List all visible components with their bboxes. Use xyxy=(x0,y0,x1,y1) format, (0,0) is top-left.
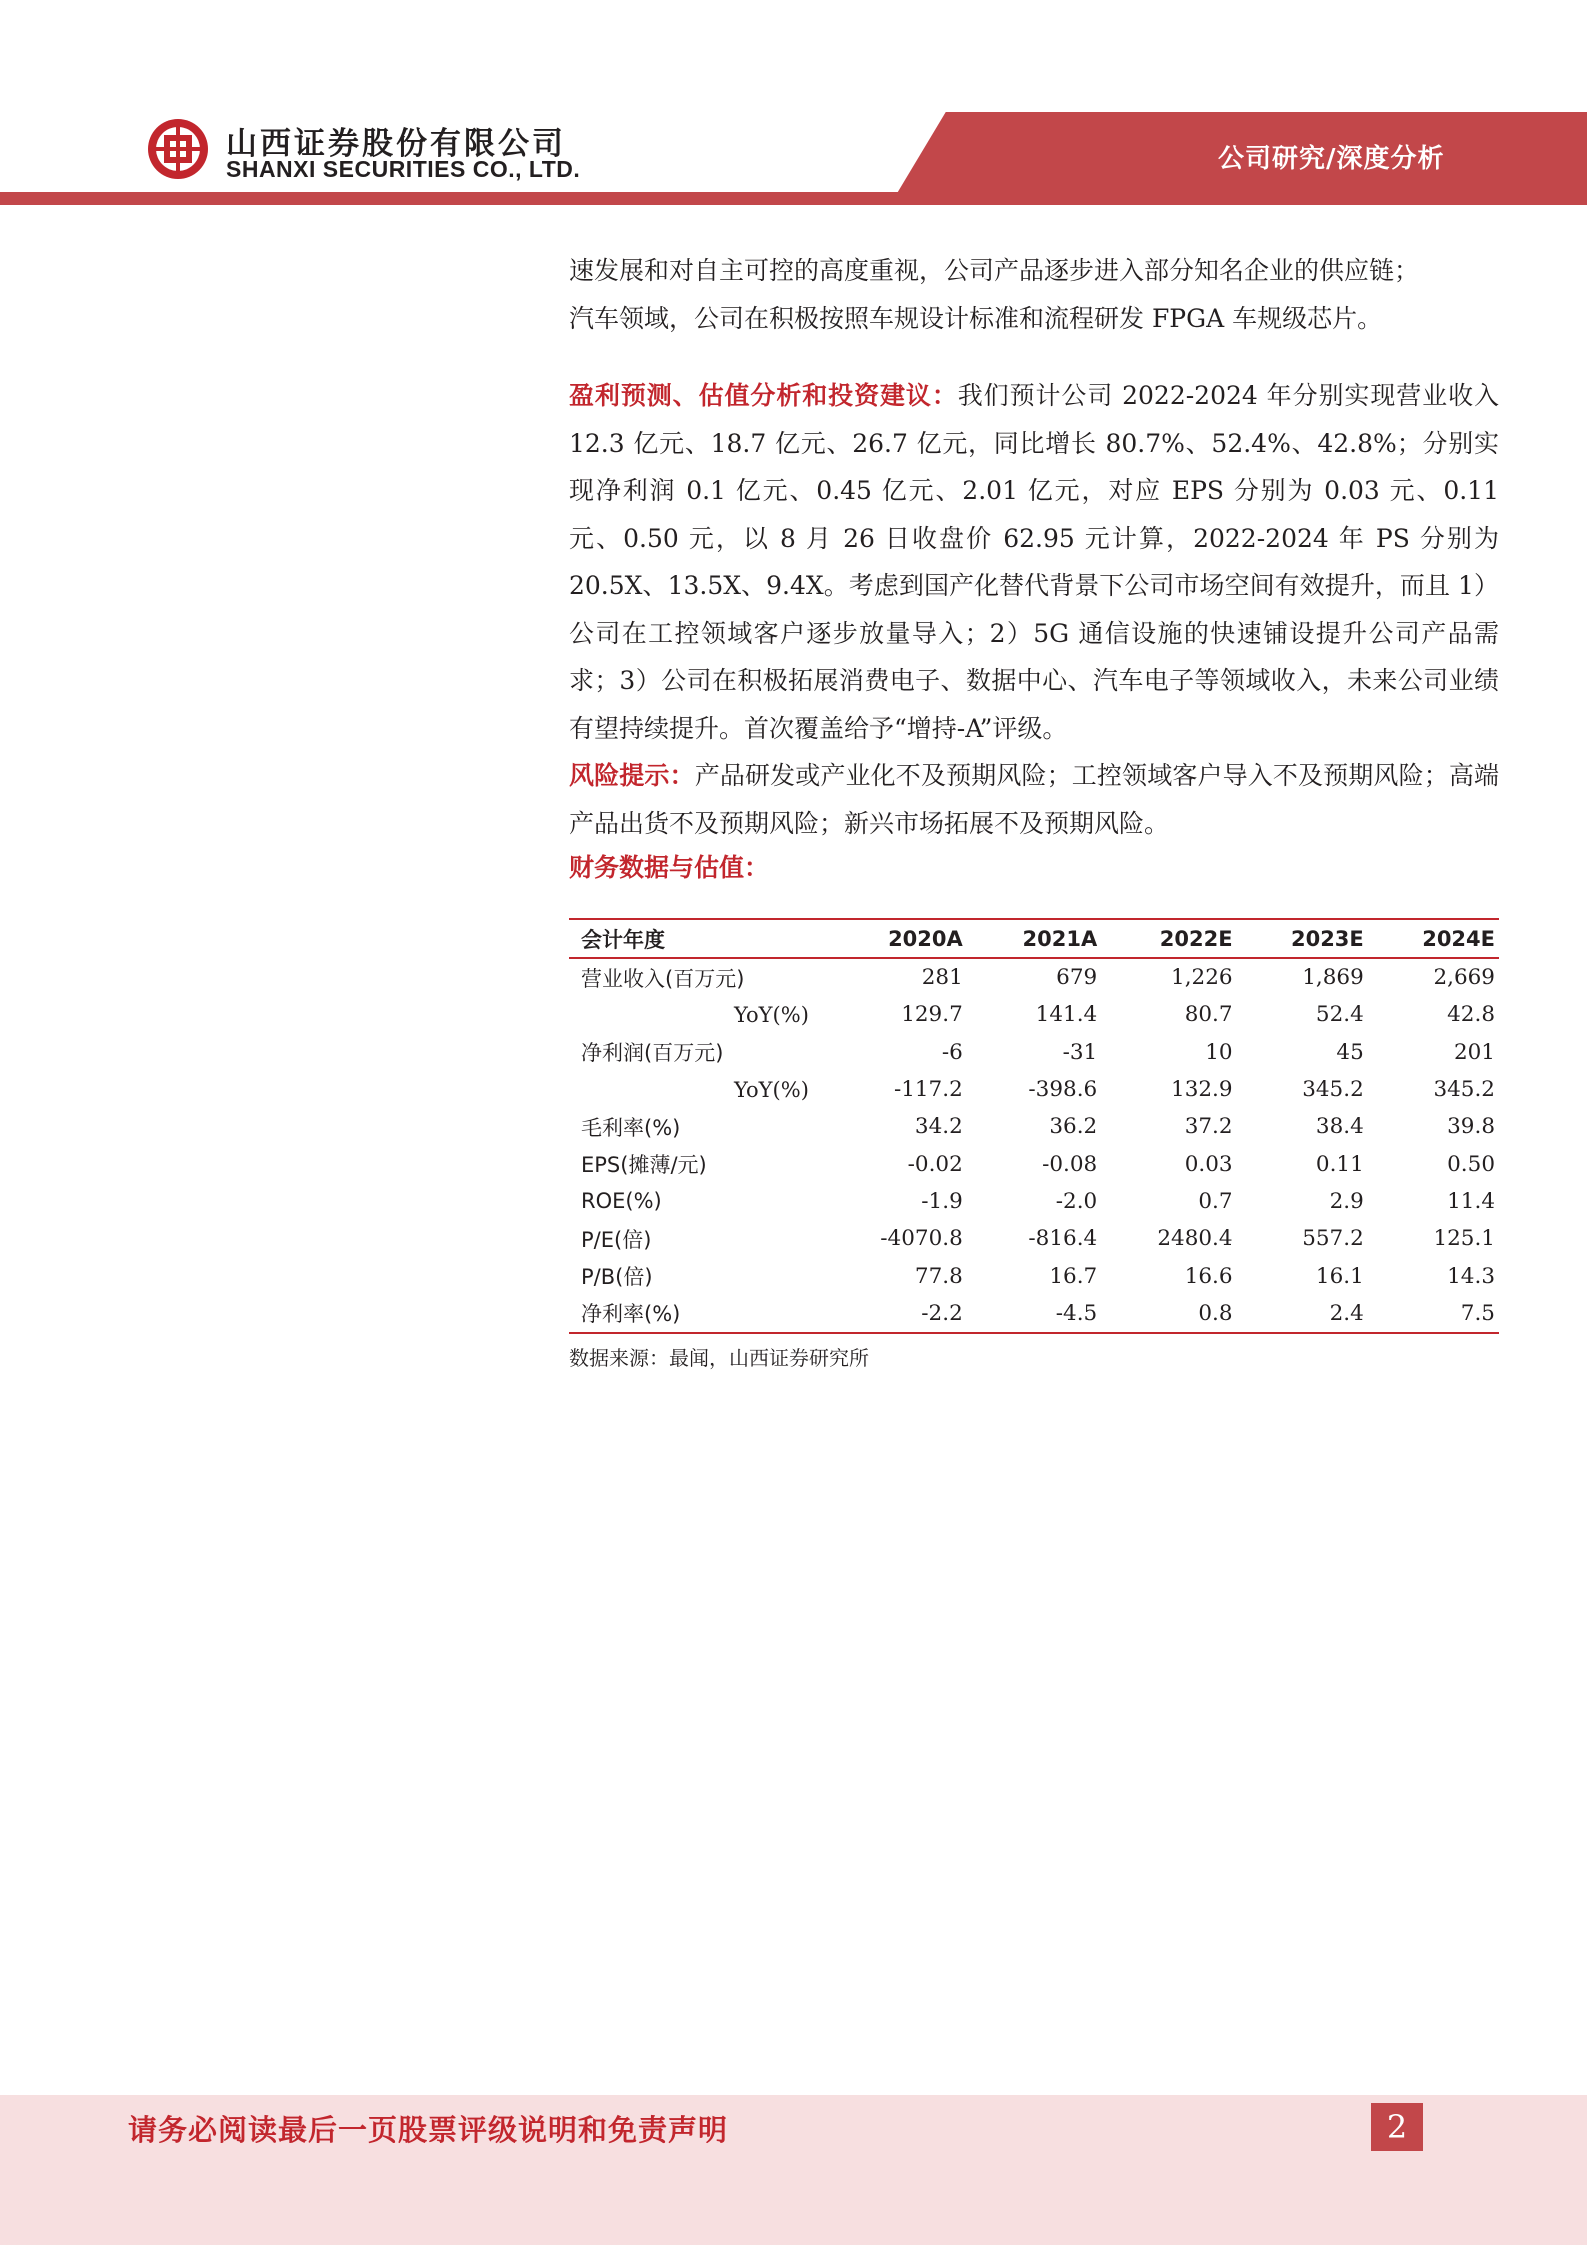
table-row xyxy=(569,958,1499,996)
table-row xyxy=(569,1220,1499,1257)
table-cell: 52.4 xyxy=(1315,1002,1364,1028)
table-cell: 132.9 xyxy=(1171,1077,1233,1103)
table-cell: -6 xyxy=(941,1039,963,1065)
risk-paragraph xyxy=(569,752,1499,847)
table-cell: 1,869 xyxy=(1302,965,1364,991)
table-row xyxy=(569,1108,1499,1145)
table-cell: -0.08 xyxy=(1042,1151,1098,1177)
row-label: P/B(倍) xyxy=(581,1265,653,1290)
row-label: EPS(摊薄/元) xyxy=(581,1153,707,1178)
year-header: 2024E xyxy=(1422,926,1495,951)
table-cell: -816.4 xyxy=(1028,1226,1098,1252)
table-cell: 16.1 xyxy=(1315,1263,1364,1289)
row-label: ROE(%) xyxy=(581,1189,662,1214)
table-cell: 16.7 xyxy=(1049,1263,1098,1289)
table-cell: -117.2 xyxy=(893,1077,963,1103)
year-header: 2023E xyxy=(1290,926,1364,951)
company-name-cn: 山西证券股份有限公司 xyxy=(226,126,566,162)
forecast-text: 我们预计公司 2022-2024 年分别实现营业收入 12.3 亿元、18.7 亿元、26.7 亿元，同比增长 80.7%、52.4%、42.8%；分别实现净利润 0.1 亿元、0.45 亿元、2.01 亿元，对应 EPS 分别为 0.03 元、0.11 元、0.50 元，以 8 月 26 日收盘价 62.95 元计算，2022-2024 年 PS 分别为 20.5X、13.5X、9.4X。考虑到国产化替代背景下公司市场空间有效提升，而且 1）公司在工控领域客户逐步放量导入；2）5G 通信设施的快速铺设提升公司产品需求；3）公司在积极拓展消费电子、数据中心、汽车电子等领域收入，未来公司业绩有望持续提升。首次覆盖给予“增持-A”评级。 xyxy=(569,381,1499,743)
disclaimer-notice: 请务必阅读最后一页股票评级说明和免责声明 xyxy=(128,2113,729,2147)
table-cell: 0.11 xyxy=(1315,1151,1364,1177)
year-header: 2020A xyxy=(888,926,963,951)
table-cell: 2.4 xyxy=(1329,1300,1364,1326)
financial-data-table xyxy=(569,918,1499,1334)
table-cell: 1,226 xyxy=(1171,965,1233,991)
row-label: 净利润(百万元) xyxy=(581,1041,724,1066)
table-cell: -0.02 xyxy=(907,1151,963,1177)
table-cell: -2.2 xyxy=(921,1300,963,1326)
table-source-note: 数据来源：最闻，山西证券研究所 xyxy=(569,1346,869,1370)
row-label: 净利率(%) xyxy=(581,1302,681,1327)
row-label: 营业收入(百万元) xyxy=(581,966,745,991)
table-cell: 281 xyxy=(921,965,963,991)
row-label: 毛利率(%) xyxy=(581,1115,681,1140)
year-header: 2021A xyxy=(1022,926,1098,951)
table-title: 财务数据与估值： xyxy=(569,853,770,882)
year-header: 2022E xyxy=(1159,926,1233,951)
table-cell: 42.8 xyxy=(1447,1002,1495,1028)
table-cell: 16.6 xyxy=(1184,1263,1233,1289)
table-cell: 0.50 xyxy=(1447,1151,1495,1177)
company-logo-icon xyxy=(146,117,210,181)
forecast-paragraph xyxy=(569,372,1499,752)
table-cell: 2.9 xyxy=(1329,1188,1364,1214)
table-cell: 39.8 xyxy=(1447,1114,1495,1140)
table-cell: -4070.8 xyxy=(880,1226,963,1252)
table-cell: 77.8 xyxy=(914,1263,963,1289)
table-cell: 0.8 xyxy=(1198,1300,1233,1326)
report-body xyxy=(569,247,1499,889)
table-cell: 129.7 xyxy=(901,1002,963,1028)
table-cell: -4.5 xyxy=(1055,1300,1098,1326)
forecast-title: 盈利预测、估值分析和投资建议： xyxy=(569,381,958,410)
table-row xyxy=(569,1183,1499,1220)
table-header-row xyxy=(569,919,1499,958)
table-row xyxy=(569,1034,1499,1071)
table-cell: 125.1 xyxy=(1433,1226,1495,1252)
table-cell: -2.0 xyxy=(1055,1188,1098,1214)
risk-title: 风险提示： xyxy=(569,761,695,790)
table-cell: 37.2 xyxy=(1184,1114,1233,1140)
table-cell: -31 xyxy=(1062,1039,1098,1065)
table-cell: -398.6 xyxy=(1028,1077,1098,1103)
table-cell: 2480.4 xyxy=(1157,1226,1233,1252)
intro-line-2: 汽车领域，公司在积极按照车规设计标准和流程研发 FPGA 车规级芯片。 xyxy=(569,303,1383,333)
table-cell: 34.2 xyxy=(914,1114,963,1140)
company-name-en: SHANXI SECURITIES CO., LTD. xyxy=(226,156,581,182)
row-label: YoY(%) xyxy=(734,1077,809,1102)
table-cell: 7.5 xyxy=(1460,1300,1495,1326)
table-cell: 45 xyxy=(1336,1039,1364,1065)
risk-text: 产品研发或产业化不及预期风险；工控领域客户导入不及预期风险；高端产品出货不及预期风险；新兴市场拓展不及预期风险。 xyxy=(569,761,1499,838)
table-cell: 10 xyxy=(1205,1039,1233,1065)
report-type-label: 公司研究/深度分析 xyxy=(1218,144,1445,174)
table-cell: 557.2 xyxy=(1302,1226,1364,1252)
row-label: P/E(倍) xyxy=(581,1227,652,1252)
page-number: 2 xyxy=(1371,2103,1423,2151)
row-label: YoY(%) xyxy=(734,1002,809,1027)
table-cell: 345.2 xyxy=(1433,1077,1495,1103)
table-row xyxy=(569,1071,1499,1108)
table-cell: 80.7 xyxy=(1184,1002,1233,1028)
table-cell: 14.3 xyxy=(1447,1263,1495,1289)
table-cell: 38.4 xyxy=(1315,1114,1364,1140)
table-cell: 345.2 xyxy=(1302,1077,1364,1103)
table-cell: 0.03 xyxy=(1184,1151,1233,1177)
table-cell: -1.9 xyxy=(921,1188,963,1214)
page-header xyxy=(0,0,1587,215)
table-row xyxy=(569,1145,1499,1182)
intro-line-1: 速发展和对自主可控的高度重视，公司产品逐步进入部分知名企业的供应链； xyxy=(569,256,1420,285)
table-cell: 141.4 xyxy=(1035,1002,1098,1028)
header-rule xyxy=(0,192,1587,205)
table-cell: 36.2 xyxy=(1049,1114,1098,1140)
table-cell: 679 xyxy=(1056,965,1098,991)
table-row xyxy=(569,1257,1499,1294)
table-header-label: 会计年度 xyxy=(581,927,665,952)
table-row xyxy=(569,1295,1499,1333)
table-cell: 0.7 xyxy=(1198,1188,1233,1214)
table-row xyxy=(569,996,1499,1033)
table-cell: 201 xyxy=(1453,1039,1495,1065)
table-cell: 11.4 xyxy=(1447,1188,1495,1214)
table-cell: 2,669 xyxy=(1433,965,1495,991)
